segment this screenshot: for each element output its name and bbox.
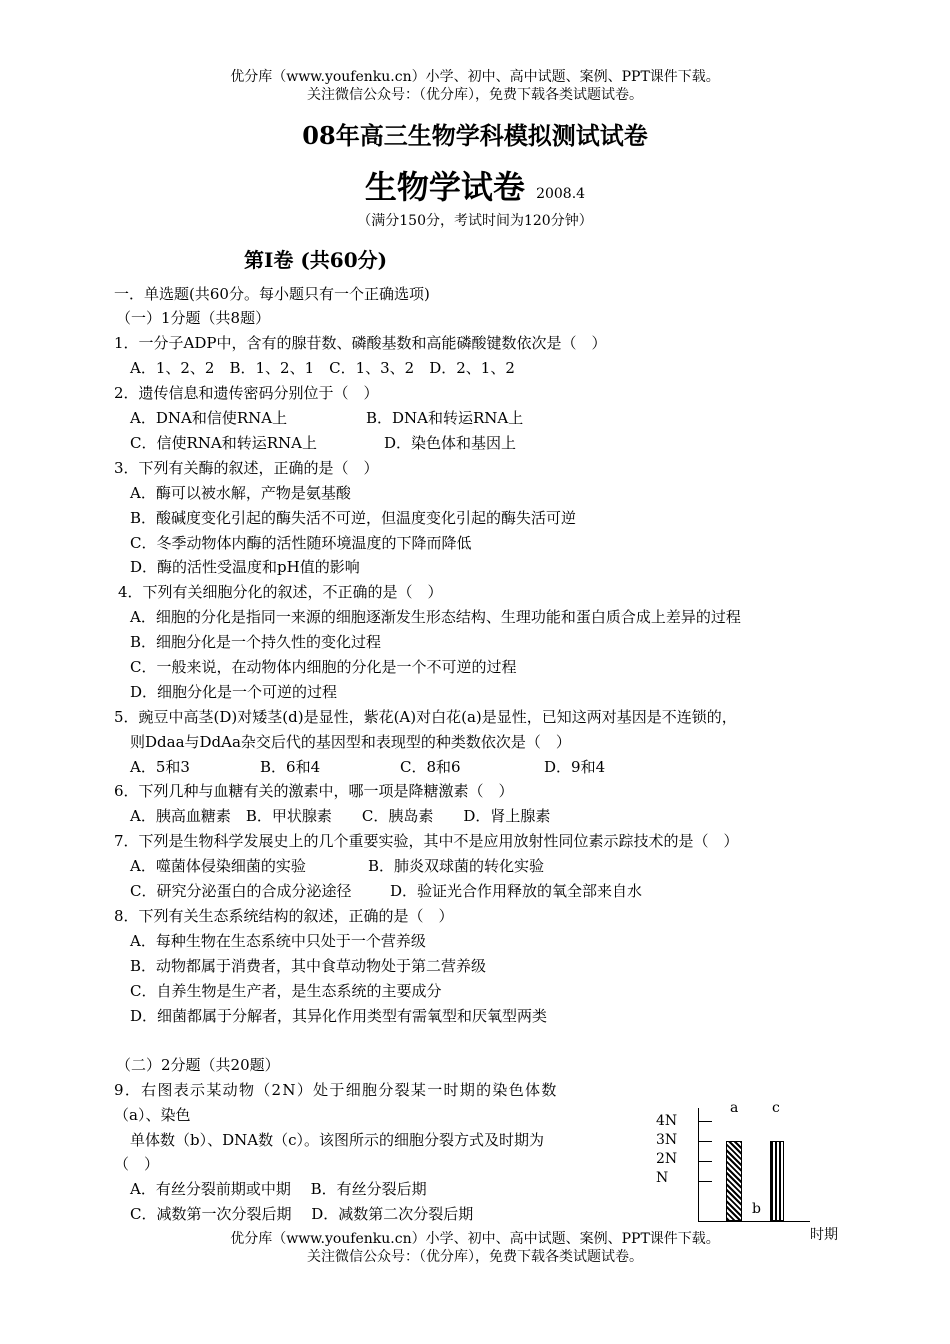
q5-option-c: C．8和6 (400, 758, 461, 776)
q9-stem-3: 单体数（b）、DNA数（c）。该图所示的细胞分裂方式及时期为 (130, 1131, 544, 1149)
q6-stem: 6．下列几种与血糖有关的激素中，哪一项是降糖激素（ ） (114, 782, 514, 800)
q5-option-b: B．6和4 (260, 758, 321, 776)
q2-option-d: D．染色体和基因上 (384, 434, 517, 452)
q3-option-d: D．酶的活性受温度和pH值的影响 (130, 558, 360, 576)
q3-option-c: C．冬季动物体内酶的活性随环境温度的下降而降低 (130, 534, 472, 552)
tick-3n (698, 1141, 712, 1142)
q6-options: A．胰高血糖素 B．甲状腺素 C．胰岛素 D．肾上腺素 (130, 807, 551, 825)
tick-label: N (656, 1170, 669, 1186)
q7-option-c: C．研究分泌蛋白的合成分泌途径 (130, 882, 352, 900)
q3-option-a: A．酶可以被水解，产物是氨基酸 (130, 484, 351, 502)
exam-subtitle (0, 162, 950, 208)
q4-stem: 4．下列有关细胞分化的叙述，不正确的是（ ） (118, 583, 443, 601)
bar-label-a: a (730, 1100, 739, 1116)
bar-label-c: c (772, 1100, 780, 1116)
q3-option-b: B．酸碱度变化引起的酶失活不可逆，但温度变化引起的酶失活可逆 (130, 509, 577, 527)
q7-option-b: B．肺炎双球菌的转化实验 (368, 857, 545, 875)
subtitle-text: 生物学试卷 (364, 168, 525, 206)
q5-stem-1: 5．豌豆中高茎(D)对矮茎(d)是显性，紫花(A)对白花(a)是显性，已知这两对基因是不连锁的， (114, 708, 737, 726)
q9-options-ab: A．有丝分裂前期或中期 B．有丝分裂后期 (130, 1180, 427, 1198)
group-heading-1: （一）1分题（共8题） (116, 309, 271, 327)
tick-4n (698, 1121, 712, 1122)
exam-note: （满分150分，考试时间为120分钟） (357, 213, 593, 229)
q8-stem: 8．下列有关生态系统结构的叙述，正确的是（ ） (114, 907, 454, 925)
exam-date: 2008.4 (536, 186, 586, 202)
footer-line-2: 关注微信公众号：（优分库），免费下载各类试题试卷。 (307, 1249, 643, 1265)
tick-n (698, 1181, 712, 1182)
tick-label: 2N (656, 1151, 678, 1167)
q9-options-cd: C．减数第一次分裂后期 D．减数第二次分裂后期 (130, 1205, 474, 1223)
q8-option-a: A．每种生物在生态系统中只处于一个营养级 (130, 932, 426, 950)
chart-x-axis (698, 1221, 810, 1222)
header-line-2: 关注微信公众号：（优分库），免费下载各类试题试卷。 (307, 87, 643, 103)
bar-c (770, 1141, 784, 1221)
q5-option-d: D．9和4 (544, 758, 606, 776)
q1-stem: 1．一分子ADP中，含有的腺苷数、磷酸基数和高能磷酸键数依次是（ ） (114, 334, 607, 352)
part-heading: 一．单选题(共60分。每小题只有一个正确选项) (114, 285, 430, 303)
q3-stem: 3．下列有关酶的叙述，正确的是（ ） (114, 459, 379, 477)
bar-a (726, 1141, 742, 1221)
tick-label: 4N (656, 1113, 678, 1129)
section-title: 第I卷 (共60分) (244, 248, 388, 272)
q8-option-c: C．自养生物是生产者，是生态系统的主要成分 (130, 982, 442, 1000)
q4-option-c: C．一般来说，在动物体内细胞的分化是一个不可逆的过程 (130, 658, 517, 676)
q5-stem-2: 则Ddaa与DdAa杂交后代的基因型和表现型的种类数依次是（ ） (130, 733, 571, 751)
q7-stem: 7．下列是生物科学发展史上的几个重要实验，其中不是应用放射性同位素示踪技术的是（ ） (114, 832, 739, 850)
footer-line-1: 优分库（www.youfenku.cn）小学、初中、高中试题、案例、PPT课件下载。 (230, 1231, 720, 1247)
tick-2n (698, 1161, 712, 1162)
tick-label: 3N (656, 1132, 678, 1148)
q4-option-a: A．细胞的分化是指同一来源的细胞逐渐发生形态结构、生理功能和蛋白质合成上差异的过程 (130, 608, 741, 626)
exam-title: 08年高三生物学科模拟测试试卷 (302, 121, 648, 150)
q7-option-a: A．噬菌体侵染细菌的实验 (130, 857, 306, 875)
q9-stem-4: （ ） (114, 1155, 160, 1173)
q9-stem-1: 9．右图表示某动物（2N）处于细胞分裂某一时期的染色体数 (114, 1081, 558, 1099)
q7-option-d: D．验证光合作用释放的氧全部来自水 (390, 882, 643, 900)
q1-options: A．1、2、2 B．1、2、1 C．1、3、2 D．2、1、2 (130, 359, 515, 377)
q2-stem: 2．遗传信息和遗传密码分别位于（ ） (114, 384, 379, 402)
q2-option-b: B．DNA和转运RNA上 (366, 409, 524, 427)
header-line-1: 优分库（www.youfenku.cn）小学、初中、高中试题、案例、PPT课件下载。 (230, 69, 720, 85)
q2-option-c: C．信使RNA和转运RNA上 (130, 434, 317, 452)
q8-option-d: D．细菌都属于分解者，其异化作用类型有需氧型和厌氧型两类 (130, 1007, 548, 1025)
q4-option-b: B．细胞分化是一个持久性的变化过程 (130, 633, 382, 651)
group-heading-2: （二）2分题（共20题） (116, 1056, 280, 1074)
q2-option-a: A．DNA和信使RNA上 (130, 409, 288, 427)
q5-option-a: A．5和3 (130, 758, 190, 776)
q4-option-d: D．细胞分化是一个可逆的过程 (130, 683, 338, 701)
q9-stem-2: （a）、染色 (114, 1106, 191, 1124)
q8-option-b: B．动物都属于消费者，其中食草动物处于第二营养级 (130, 957, 487, 975)
chart-y-axis (698, 1108, 699, 1221)
chart-x-label: 时期 (810, 1227, 838, 1243)
bar-label-b: b (752, 1201, 761, 1217)
